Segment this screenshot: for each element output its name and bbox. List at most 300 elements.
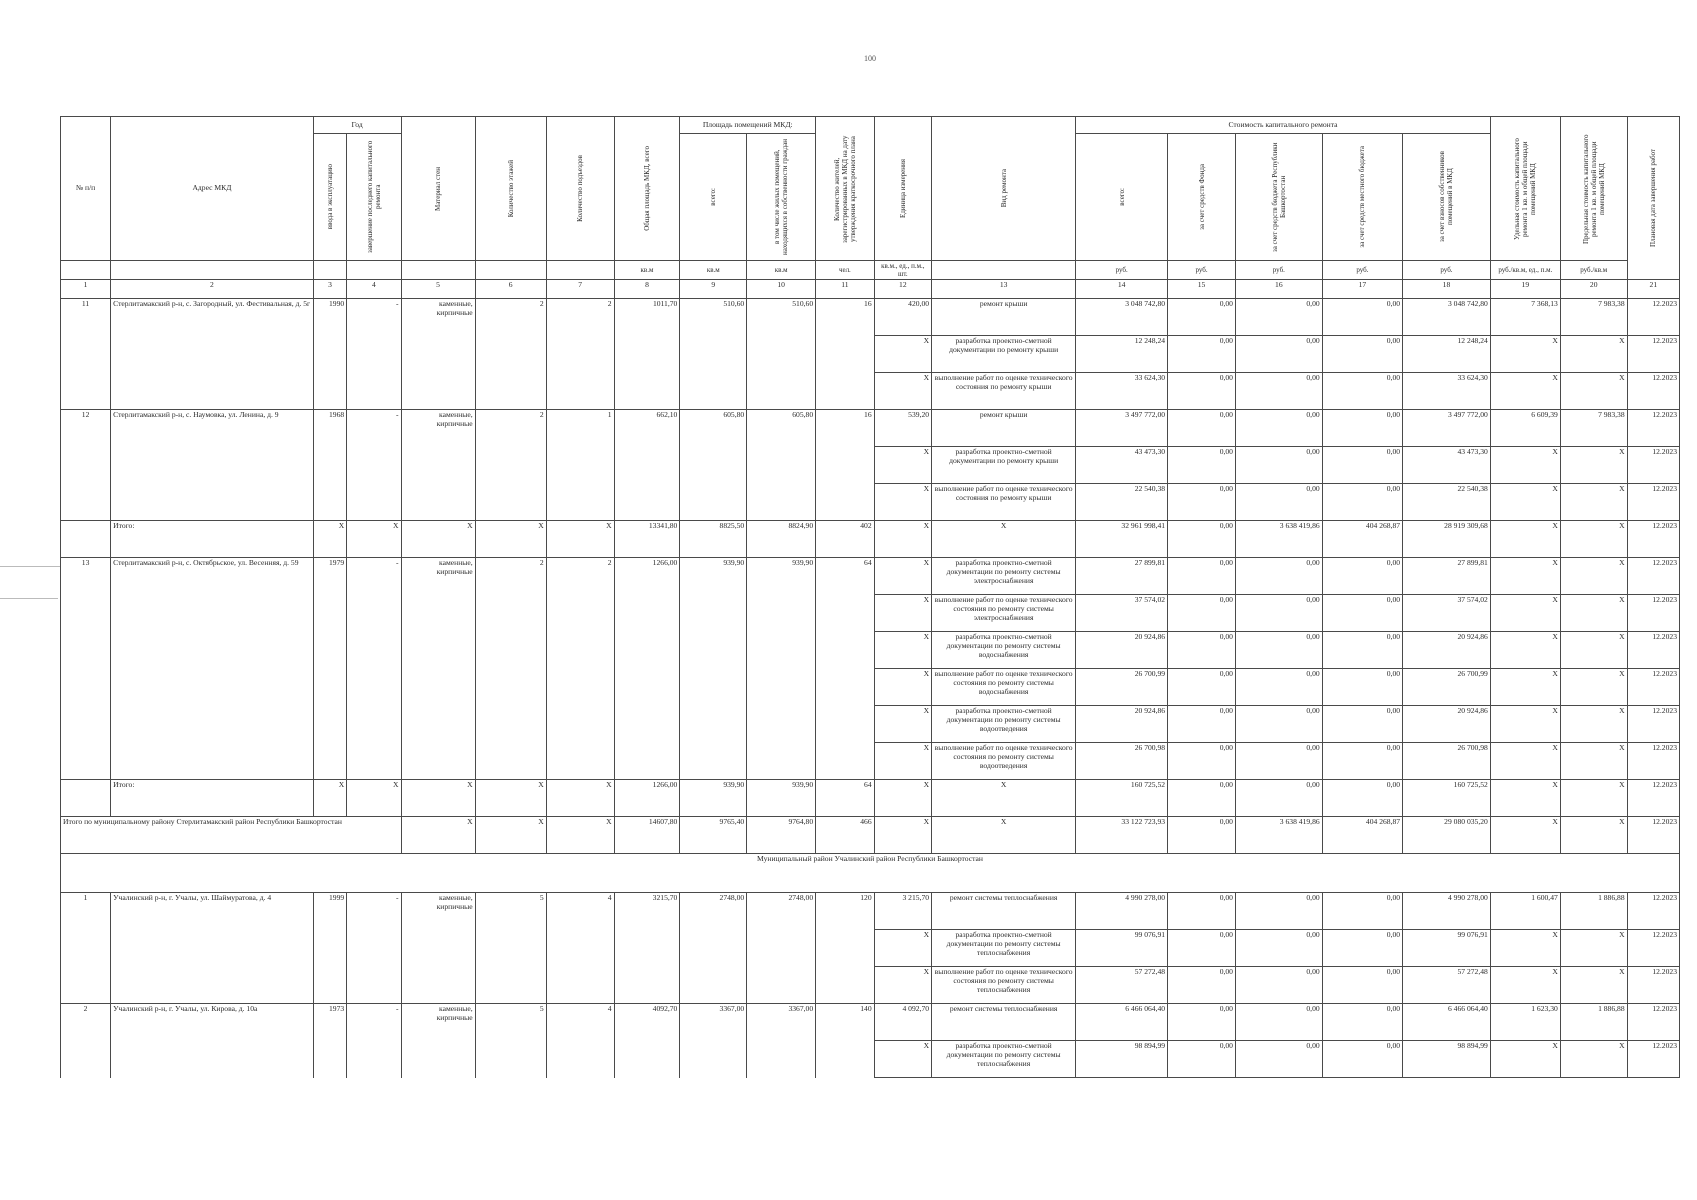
fund-cell: 0,00 [1168, 632, 1236, 669]
cost-total-cell: 20 924,86 [1076, 632, 1168, 669]
unit-cost-cell: X [1490, 1041, 1560, 1078]
col-number: 14 [1076, 280, 1168, 299]
col-floors: Количество этажей [475, 117, 546, 261]
work-type-cell: выполнение работ по оценке технического состояния по ремонту системы электроснабжения [932, 595, 1076, 632]
work-type-cell: ремонт системы теплоснабжения [932, 1004, 1076, 1041]
fund-cell: 0,00 [1168, 1041, 1236, 1078]
measure-cell: X [874, 558, 931, 595]
max-cost-cell: 7 983,38 [1560, 410, 1627, 447]
premises-cell: 2748,00 [680, 893, 747, 1004]
fund-cell: 0,00 [1168, 447, 1236, 484]
measure-cell: 539,20 [874, 410, 931, 447]
owners-cell: 26 700,98 [1403, 743, 1491, 780]
premises-res-cell: 9764,80 [747, 817, 816, 854]
col-number: 16 [1235, 280, 1322, 299]
rep-budget-cell: 0,00 [1235, 967, 1322, 1004]
max-cost-cell: X [1560, 669, 1627, 706]
owners-cell: 20 924,86 [1403, 632, 1491, 669]
fund-cell: 0,00 [1168, 595, 1236, 632]
x-cell: X [347, 521, 401, 558]
date-cell: 12.2023 [1627, 930, 1679, 967]
people-cell: 140 [816, 1004, 874, 1078]
local-budget-cell: 0,00 [1322, 373, 1402, 410]
premises-cell: 605,80 [680, 410, 747, 521]
x-cell: X [1560, 780, 1627, 817]
cost-total-cell: 26 700,98 [1076, 743, 1168, 780]
date-cell: 12.2023 [1627, 484, 1679, 521]
x-cell: X [932, 521, 1076, 558]
col-entrances: Количество подъездов [546, 117, 614, 261]
x-cell: X [546, 817, 614, 854]
premises-cell: 939,90 [680, 780, 747, 817]
owners-cell: 3 497 772,00 [1403, 410, 1491, 447]
entrances-cell: 2 [546, 558, 614, 780]
cost-total-cell: 20 924,86 [1076, 706, 1168, 743]
premises-res-cell: 939,90 [747, 558, 816, 780]
max-cost-cell: X [1560, 595, 1627, 632]
col-cost-total: всего: [1076, 134, 1168, 261]
area-cell: 13341,80 [614, 521, 680, 558]
col-number: 3 [313, 280, 346, 299]
date-cell: 12.2023 [1627, 558, 1679, 595]
unit-cell: руб. [1076, 261, 1168, 280]
unit-cell: кв.м [614, 261, 680, 280]
owners-cell: 28 919 309,68 [1403, 521, 1491, 558]
col-number: 8 [614, 280, 680, 299]
measure-cell: X [874, 967, 931, 1004]
column-numbers-row [61, 280, 1680, 299]
premises-res-cell: 510,60 [747, 299, 816, 410]
unit-cell: руб./кв.м [1560, 261, 1627, 280]
col-number: 19 [1490, 280, 1560, 299]
unit-cell: руб./кв.м, ед., п.м. [1490, 261, 1560, 280]
x-cell: X [401, 521, 475, 558]
unit-cost-cell: X [1490, 484, 1560, 521]
max-cost-cell: X [1560, 558, 1627, 595]
x-cell: X [475, 521, 546, 558]
cost-total-cell: 98 894,99 [1076, 1041, 1168, 1078]
x-cell: X [1560, 817, 1627, 854]
max-cost-cell: X [1560, 1041, 1627, 1078]
owners-cell: 33 624,30 [1403, 373, 1491, 410]
house-address: Учалинский р-н, г. Учалы, ул. Шаймуратова, д. 4 [111, 893, 314, 1004]
unit-cell: кв.м., ед., п.м., шт. [874, 261, 931, 280]
col-premises-total: всего: [680, 134, 747, 261]
date-cell: 12.2023 [1627, 521, 1679, 558]
rep-budget-cell: 0,00 [1235, 558, 1322, 595]
last-repair-cell: - [347, 410, 401, 521]
unit-cost-cell: X [1490, 632, 1560, 669]
max-cost-cell: X [1560, 447, 1627, 484]
col-max-cost: Предельная стоимость капитального ремонта 1 кв. м общей площади помещений МКД [1560, 117, 1627, 261]
owners-cell: 22 540,38 [1403, 484, 1491, 521]
measure-cell: 420,00 [874, 299, 931, 336]
unit-cell: руб. [1403, 261, 1491, 280]
people-cell: 64 [816, 780, 874, 817]
rep-budget-cell: 0,00 [1235, 632, 1322, 669]
rep-budget-cell: 0,00 [1235, 1004, 1322, 1041]
x-cell: X [932, 780, 1076, 817]
measure-cell: 3 215,70 [874, 893, 931, 930]
col-local-budget: за счет средств местного бюджета [1322, 134, 1402, 261]
unit-cost-cell: X [1490, 373, 1560, 410]
unit-cost-cell: X [1490, 447, 1560, 484]
work-type-cell: выполнение работ по оценке технического состояния по ремонту крыши [932, 373, 1076, 410]
date-cell: 12.2023 [1627, 299, 1679, 336]
col-total-area: Общая площадь МКД, всего [614, 117, 680, 261]
entrances-cell: 2 [546, 299, 614, 410]
unit-cost-cell: 6 609,39 [1490, 410, 1560, 447]
col-year-group: Год [313, 117, 401, 134]
capital-repair-table [60, 116, 1680, 1078]
unit-cost-cell: X [1490, 336, 1560, 373]
local-budget-cell: 0,00 [1322, 336, 1402, 373]
unit-cost-cell: 1 600,47 [1490, 893, 1560, 930]
unit-cost-cell: X [1490, 558, 1560, 595]
max-cost-cell: X [1560, 930, 1627, 967]
measure-cell: X [874, 669, 931, 706]
unit-cost-cell: 1 623,30 [1490, 1004, 1560, 1041]
premises-cell: 9765,40 [680, 817, 747, 854]
x-cell: X [1490, 817, 1560, 854]
max-cost-cell: 7 983,38 [1560, 299, 1627, 336]
max-cost-cell: X [1560, 373, 1627, 410]
col-number: 13 [932, 280, 1076, 299]
area-cell: 1011,70 [614, 299, 680, 410]
owners-cell: 37 574,02 [1403, 595, 1491, 632]
material-cell: каменные, кирпичные [401, 299, 475, 410]
entrances-cell: 4 [546, 893, 614, 1004]
date-cell: 12.2023 [1627, 632, 1679, 669]
people-cell: 16 [816, 410, 874, 521]
x-cell: X [546, 780, 614, 817]
unit-cost-cell: X [1490, 930, 1560, 967]
house-address: Учалинский р-н, г. Учалы, ул. Кирова, д. 10а [111, 1004, 314, 1078]
rep-budget-cell: 3 638 419,86 [1235, 521, 1322, 558]
owners-cell: 57 272,48 [1403, 967, 1491, 1004]
work-type-cell: ремонт крыши [932, 299, 1076, 336]
col-number: 20 [1560, 280, 1627, 299]
date-cell: 12.2023 [1627, 669, 1679, 706]
local-budget-cell: 0,00 [1322, 484, 1402, 521]
material-cell: каменные, кирпичные [401, 893, 475, 1004]
owners-cell: 4 990 278,00 [1403, 893, 1491, 930]
page-number: 100 [864, 54, 876, 63]
col-rep-budget: за счет средств бюджета Республики Башкортостан [1235, 134, 1322, 261]
area-cell: 3215,70 [614, 893, 680, 1004]
fund-cell: 0,00 [1168, 930, 1236, 967]
cost-total-cell: 4 990 278,00 [1076, 893, 1168, 930]
max-cost-cell: X [1560, 484, 1627, 521]
year-cell: 1973 [313, 1004, 346, 1078]
unit-cost-cell: X [1490, 669, 1560, 706]
owners-cell: 160 725,52 [1403, 780, 1491, 817]
max-cost-cell: 1 886,88 [1560, 893, 1627, 930]
floors-cell: 5 [475, 893, 546, 1004]
owners-cell: 20 924,86 [1403, 706, 1491, 743]
col-unit-measure: Единица измерения [874, 117, 931, 261]
col-work-type: Вид ремонта [932, 117, 1076, 261]
people-cell: 120 [816, 893, 874, 1004]
local-budget-cell: 0,00 [1322, 595, 1402, 632]
district-total-row [61, 817, 1680, 854]
measure-cell: X [874, 743, 931, 780]
unit-cost-cell: 7 368,13 [1490, 299, 1560, 336]
house-address: Стерлитамакский р-н, с. Загородный, ул. Фестивальная, д. 5г [111, 299, 314, 410]
col-number: 11 [816, 280, 874, 299]
premises-cell: 8825,50 [680, 521, 747, 558]
measure-cell: X [874, 706, 931, 743]
x-cell: X [401, 780, 475, 817]
unit-cell: кв.м [680, 261, 747, 280]
cost-total-cell: 3 497 772,00 [1076, 410, 1168, 447]
measure-cell: 4 092,70 [874, 1004, 931, 1041]
cost-total-cell: 33 624,30 [1076, 373, 1168, 410]
cost-total-cell: 160 725,52 [1076, 780, 1168, 817]
owners-cell: 26 700,99 [1403, 669, 1491, 706]
local-budget-cell: 404 268,87 [1322, 521, 1402, 558]
unit-cell: руб. [1168, 261, 1236, 280]
x-cell: X [313, 521, 346, 558]
local-budget-cell: 0,00 [1322, 447, 1402, 484]
max-cost-cell: X [1560, 743, 1627, 780]
fund-cell: 0,00 [1168, 893, 1236, 930]
owners-cell: 99 076,91 [1403, 930, 1491, 967]
work-type-cell: выполнение работ по оценке технического состояния по ремонту системы водоотведения [932, 743, 1076, 780]
x-cell: X [475, 817, 546, 854]
work-type-cell: разработка проектно-сметной документации по ремонту системы теплоснабжения [932, 1041, 1076, 1078]
floors-cell: 5 [475, 1004, 546, 1078]
table-row [61, 1004, 1680, 1041]
col-address: Адрес МКД [111, 117, 314, 261]
col-number: 1 [61, 280, 111, 299]
work-type-cell: разработка проектно-сметной документации по ремонту системы водоснабжения [932, 632, 1076, 669]
year-cell: 1990 [313, 299, 346, 410]
cost-total-cell: 22 540,38 [1076, 484, 1168, 521]
scan-artifact [0, 598, 58, 599]
fund-cell: 0,00 [1168, 780, 1236, 817]
row-number: 12 [61, 410, 111, 521]
people-cell: 402 [816, 521, 874, 558]
rep-budget-cell: 0,00 [1235, 447, 1322, 484]
local-budget-cell: 0,00 [1322, 706, 1402, 743]
premises-res-cell: 605,80 [747, 410, 816, 521]
work-type-cell: разработка проектно-сметной документации по ремонту системы электроснабжения [932, 558, 1076, 595]
col-year-last-repair: завершение последнего капитального ремонта [347, 134, 401, 261]
year-cell: 1979 [313, 558, 346, 780]
cost-total-cell: 27 899,81 [1076, 558, 1168, 595]
x-cell: X [347, 780, 401, 817]
material-cell: каменные, кирпичные [401, 1004, 475, 1078]
material-cell: каменные, кирпичные [401, 558, 475, 780]
cost-total-cell: 3 048 742,80 [1076, 299, 1168, 336]
local-budget-cell: 0,00 [1322, 967, 1402, 1004]
unit-cost-cell: X [1490, 967, 1560, 1004]
cost-total-cell: 57 272,48 [1076, 967, 1168, 1004]
col-number: 9 [680, 280, 747, 299]
col-number: 2 [111, 280, 314, 299]
col-number: 10 [747, 280, 816, 299]
fund-cell: 0,00 [1168, 410, 1236, 447]
cost-group-title: Стоимость капитального ремонта [1228, 119, 1338, 129]
cost-total-cell: 33 122 723,93 [1076, 817, 1168, 854]
rep-budget-cell: 0,00 [1235, 595, 1322, 632]
rep-budget-cell: 0,00 [1235, 930, 1322, 967]
measure-cell: X [874, 1041, 931, 1078]
x-cell: X [932, 817, 1076, 854]
row-number: 13 [61, 558, 111, 780]
floors-cell: 2 [475, 299, 546, 410]
rep-budget-cell: 0,00 [1235, 336, 1322, 373]
local-budget-cell: 0,00 [1322, 558, 1402, 595]
premises-res-cell: 2748,00 [747, 893, 816, 1004]
fund-cell: 0,00 [1168, 817, 1236, 854]
work-type-cell: выполнение работ по оценке технического состояния по ремонту крыши [932, 484, 1076, 521]
section-title: Муниципальный район Учалинский район Республики Башкортостан [61, 854, 1680, 893]
entrances-cell: 1 [546, 410, 614, 521]
last-repair-cell: - [347, 1004, 401, 1078]
cost-total-cell: 6 466 064,40 [1076, 1004, 1168, 1041]
x-cell: X [1560, 521, 1627, 558]
subtotal-label: Итого: [111, 521, 314, 558]
owners-cell: 43 473,30 [1403, 447, 1491, 484]
fund-cell: 0,00 [1168, 1004, 1236, 1041]
date-cell: 12.2023 [1627, 595, 1679, 632]
material-cell: каменные, кирпичные [401, 410, 475, 521]
x-cell: X [401, 817, 475, 854]
measure-cell: X [874, 930, 931, 967]
table-row [61, 893, 1680, 930]
measure-cell: X [874, 336, 931, 373]
max-cost-cell: X [1560, 632, 1627, 669]
rep-budget-cell: 0,00 [1235, 780, 1322, 817]
local-budget-cell: 0,00 [1322, 632, 1402, 669]
last-repair-cell: - [347, 558, 401, 780]
premises-cell: 3367,00 [680, 1004, 747, 1078]
col-number: 15 [1168, 280, 1236, 299]
max-cost-cell: X [1560, 967, 1627, 1004]
local-budget-cell: 0,00 [1322, 780, 1402, 817]
last-repair-cell: - [347, 893, 401, 1004]
rep-budget-cell: 0,00 [1235, 410, 1322, 447]
local-budget-cell: 0,00 [1322, 893, 1402, 930]
floors-cell: 2 [475, 558, 546, 780]
people-cell: 64 [816, 558, 874, 780]
house-address: Стерлитамакский р-н, с. Октябрьское, ул. Весенняя, д. 59 [111, 558, 314, 780]
fund-cell: 0,00 [1168, 558, 1236, 595]
unit-cost-cell: X [1490, 743, 1560, 780]
area-cell: 662,10 [614, 410, 680, 521]
measure-cell: X [874, 373, 931, 410]
col-year-commission: ввода в эксплуатацию [313, 134, 346, 261]
owners-cell: 12 248,24 [1403, 336, 1491, 373]
max-cost-cell: 1 886,88 [1560, 1004, 1627, 1041]
unit-cost-cell: X [1490, 595, 1560, 632]
rep-budget-cell: 0,00 [1235, 669, 1322, 706]
date-cell: 12.2023 [1627, 706, 1679, 743]
owners-cell: 29 080 035,20 [1403, 817, 1491, 854]
people-cell: 466 [816, 817, 874, 854]
col-wall-material: Материал стен [401, 117, 475, 261]
entrances-cell: 4 [546, 1004, 614, 1078]
col-premises-residents: в том числе жилых помещений, находящихся в собственности граждан [747, 134, 816, 261]
owners-cell: 6 466 064,40 [1403, 1004, 1491, 1041]
people-cell: 16 [816, 299, 874, 410]
premises-res-cell: 939,90 [747, 780, 816, 817]
measure-cell: X [874, 595, 931, 632]
row-number: 2 [61, 1004, 111, 1078]
date-cell: 12.2023 [1627, 1041, 1679, 1078]
owners-cell: 3 048 742,80 [1403, 299, 1491, 336]
col-cost-group [1076, 117, 1491, 134]
row-number: 1 [61, 893, 111, 1004]
units-row [61, 261, 1680, 280]
col-number: 5 [401, 280, 475, 299]
floors-cell: 2 [475, 410, 546, 521]
area-cell: 14607,80 [614, 817, 680, 854]
unit-cell: руб. [1322, 261, 1402, 280]
local-budget-cell: 0,00 [1322, 930, 1402, 967]
table-row [61, 299, 1680, 336]
col-number: 7 [546, 280, 614, 299]
local-budget-cell: 0,00 [1322, 410, 1402, 447]
date-cell: 12.2023 [1627, 447, 1679, 484]
col-number: 18 [1403, 280, 1491, 299]
x-cell: X [1490, 521, 1560, 558]
subtotal-label: Итого: [111, 780, 314, 817]
local-budget-cell: 0,00 [1322, 299, 1402, 336]
district-total-label: Итого по муниципальному району Стерлитамакский район Республики Башкортостан [61, 817, 402, 854]
rep-budget-cell: 0,00 [1235, 484, 1322, 521]
date-cell: 12.2023 [1627, 780, 1679, 817]
local-budget-cell: 0,00 [1322, 669, 1402, 706]
cost-total-cell: 43 473,30 [1076, 447, 1168, 484]
rep-budget-cell: 0,00 [1235, 373, 1322, 410]
unit-cell: руб. [1235, 261, 1322, 280]
max-cost-cell: X [1560, 706, 1627, 743]
section-row [61, 854, 1680, 893]
col-num: № п/п [61, 117, 111, 261]
date-cell: 12.2023 [1627, 743, 1679, 780]
local-budget-cell: 0,00 [1322, 1004, 1402, 1041]
cost-total-cell: 32 961 998,41 [1076, 521, 1168, 558]
col-number: 17 [1322, 280, 1402, 299]
date-cell: 12.2023 [1627, 373, 1679, 410]
area-cell: 1266,00 [614, 780, 680, 817]
owners-cell: 98 894,99 [1403, 1041, 1491, 1078]
date-cell: 12.2023 [1627, 410, 1679, 447]
unit-cell: чел. [816, 261, 874, 280]
fund-cell: 0,00 [1168, 743, 1236, 780]
work-type-cell: разработка проектно-сметной документации по ремонту крыши [932, 447, 1076, 484]
col-unit-cost: Удельная стоимость капитального ремонта 1 кв. м общей площади помещений МКД [1490, 117, 1560, 261]
fund-cell: 0,00 [1168, 336, 1236, 373]
cost-total-cell: 99 076,91 [1076, 930, 1168, 967]
cost-total-cell: 37 574,02 [1076, 595, 1168, 632]
work-type-cell: разработка проектно-сметной документации по ремонту системы теплоснабжения [932, 930, 1076, 967]
col-number: 6 [475, 280, 546, 299]
table-row [61, 558, 1680, 595]
work-type-cell: выполнение работ по оценке технического состояния по ремонту системы теплоснабжения [932, 967, 1076, 1004]
work-type-cell: ремонт крыши [932, 410, 1076, 447]
date-cell: 12.2023 [1627, 967, 1679, 1004]
fund-cell: 0,00 [1168, 706, 1236, 743]
rep-budget-cell: 0,00 [1235, 893, 1322, 930]
fund-cell: 0,00 [1168, 669, 1236, 706]
fund-cell: 0,00 [1168, 373, 1236, 410]
fund-cell: 0,00 [1168, 484, 1236, 521]
premises-cell: 939,90 [680, 558, 747, 780]
